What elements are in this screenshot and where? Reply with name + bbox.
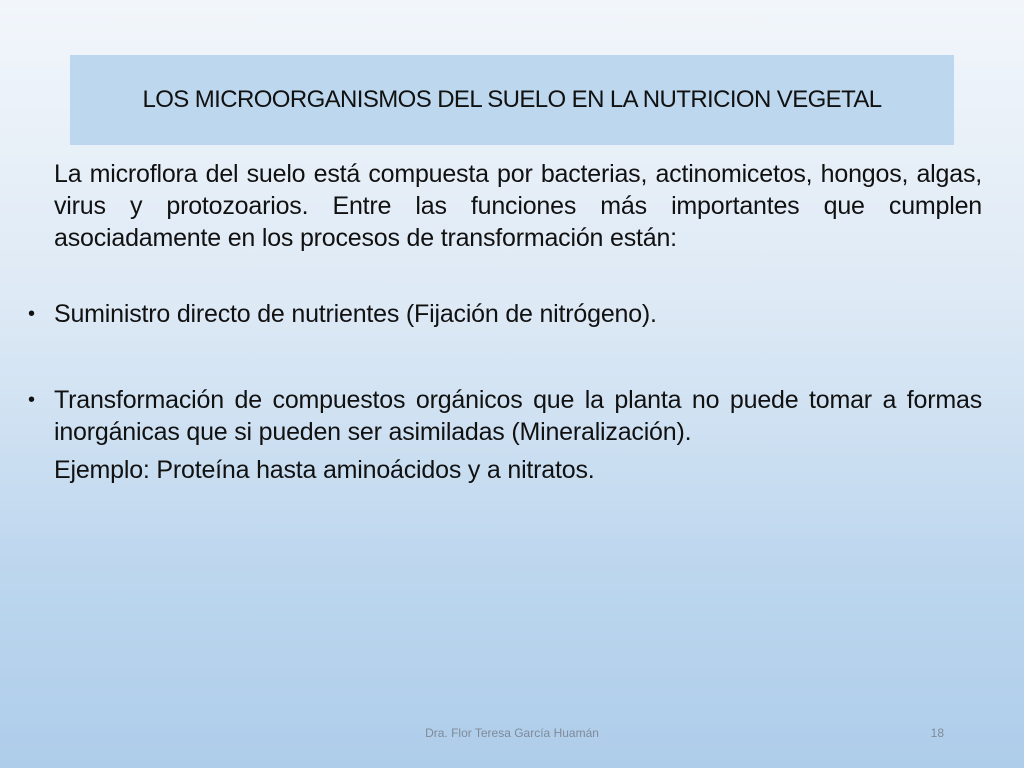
intro-paragraph: La microflora del suelo está compuesta por bacterias, actinomicetos, hongos, algas, virus y protozoarios. Entre las funciones más importantes que cumplen asociadamente en los procesos de transformación están: [54, 160, 982, 252]
bullet-marker: • [28, 303, 35, 325]
title-box [70, 55, 954, 145]
example-line: Ejemplo: Proteína hasta aminoácidos y a nitratos. [54, 456, 595, 484]
footer-author: Dra. Flor Teresa García Huamán [425, 726, 599, 740]
bullet-text: Suministro directo de nutrientes (Fijación de nitrógeno). [54, 300, 657, 328]
bullet-marker: • [28, 389, 35, 411]
slide-title: LOS MICROORGANISMOS DEL SUELO EN LA NUTRICION VEGETAL [142, 86, 882, 113]
bullet-text: Transformación de compuestos orgánicos que la planta no puede tomar a formas inorgánicas que si pueden ser asimiladas (Mineralización). [54, 386, 982, 446]
page-number: 18 [930, 726, 944, 740]
bullet-item [24, 384, 982, 448]
bullet-item [24, 298, 982, 330]
slide-body [24, 158, 982, 486]
